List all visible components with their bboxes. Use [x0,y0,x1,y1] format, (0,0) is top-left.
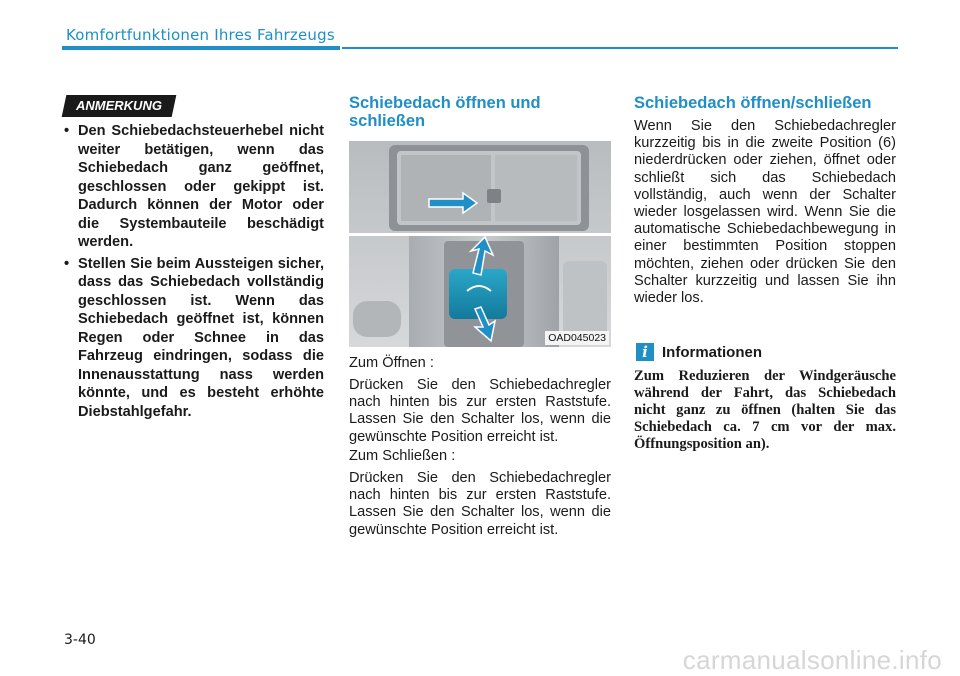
close-instructions: Drücken Sie den Schiebedachregler nach hinten bis zur ersten Raststufe. Lassen Sie den Schalter los, wenn die gewünschte Position erreicht ist. [349,470,611,538]
header-rule-thin [342,47,898,49]
note-item: • Stellen Sie beim Aussteigen sicher, dass das Schiebedach vollständig geschlossen ist. Wenn das Schiebedach geöffnet ist, können Regen oder Schnee in das Fahrzeug eindringen, sodass die Innenausstattung nass werden könnte, und es besteht erhöhte Diebstahlgefahr. [64,255,324,422]
open-close-heading: Schiebedach öffnen und schließen [349,94,541,130]
open-label: Zum Öffnen : [349,355,434,371]
close-label: Zum Schließen : [349,448,456,464]
info-heading: Informationen [662,344,762,361]
note-badge [62,95,177,117]
auto-heading: Schiebedach öffnen/schließen [634,94,872,112]
page-number: 3-40 [64,632,96,648]
image-code: OAD045023 [545,331,609,345]
info-text: Zum Reduzieren der Windgeräusche während der Fahrt, das Schiebedach nicht ganz zu öffnen (halten Sie das Schiebedach ca. 7 cm vor der max. Öffnungsposition an). [634,368,896,452]
note-badge-label: ANMERKUNG [76,98,162,113]
open-instructions: Drücken Sie den Schiebedachregler nach hinten bis zur ersten Raststufe. Lassen Sie den Schalter los, wenn die gewünschte Position erreicht ist. [349,377,611,445]
sunroof-switch-photo [349,141,611,347]
note-list [64,122,324,424]
note-item: • Den Schiebedachsteuerhebel nicht weiter betätigen, wenn das Schiebedach ganz geöffnet, geschlossen oder gekippt ist. Dadurch können der Motor oder die Systembauteile beschädigt werden. [64,122,324,252]
sunroof-switch-illustration [349,141,611,347]
info-icon: i [636,343,654,361]
auto-instructions: Wenn Sie den Schiebedachregler kurzzeitig bis in die zweite Position (6) niederdrücken oder ziehen, öffnet oder schließt sich das Schiebedach vollständig, auch wenn der Schalter wieder losgelassen wird. Wenn Sie die automatische Schiebedachbewegung in einer bestimmten Position stoppen möchten, ziehen oder drücken Sie den Schalter kurzzeitig und lassen Sie ihn wieder los. [634,118,896,307]
watermark: carmanualsonline.info [682,645,942,675]
header-rule-bold [62,46,340,50]
section-title: Komfortfunktionen Ihres Fahrzeugs [66,26,335,44]
